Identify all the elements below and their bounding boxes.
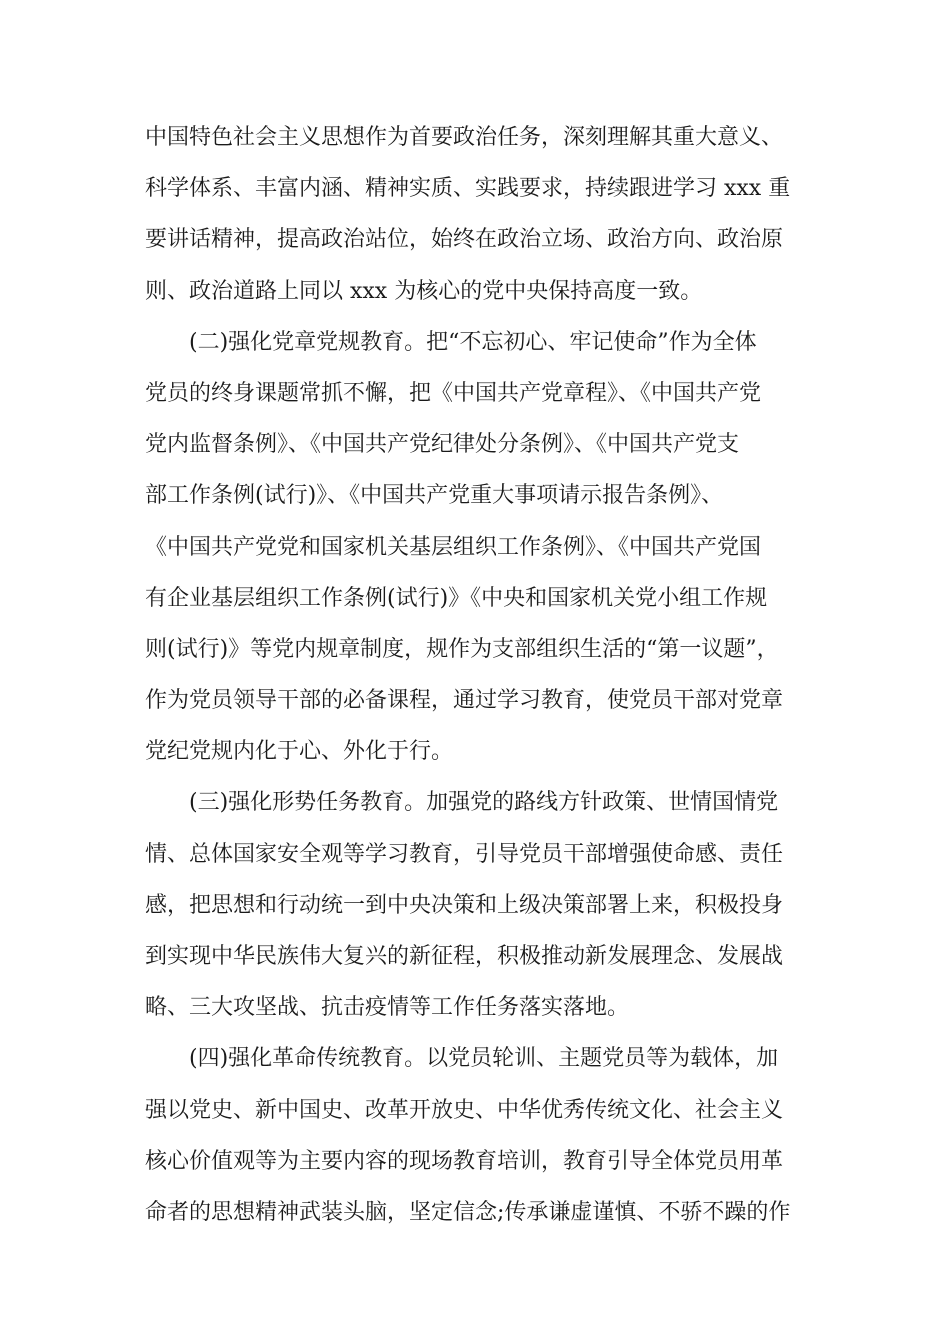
paragraph-heading-line: (二)强化党章党规教育。把“不忘初心、牢记使命”作为全体 xyxy=(189,329,757,355)
text-line: 到实现中华民族伟大复兴的新征程，积极推动新发展理念、发展战 xyxy=(145,944,784,969)
text-line: 核心价值观等为主要内容的现场教育培训，教育引导全体党员用革 xyxy=(145,1148,784,1174)
text-line: 党员的终身课题常抓不懈，把《中国共产党章程》、《中国共产党 xyxy=(145,380,762,406)
text-line: 命者的思想精神武装头脑，坚定信念;传承谦虚谨慎、不骄不躁的作 xyxy=(145,1199,791,1225)
text-line: 作为党员领导干部的必备课程，通过学习教育，使党员干部对党章 xyxy=(145,688,784,714)
paragraph-heading-line: (四)强化革命传统教育。以党员轮训、主题党员等为载体，加 xyxy=(189,1046,779,1072)
paragraph-heading-line: (三)强化形势任务教育。加强党的路线方针政策、世情国情党 xyxy=(189,790,779,816)
text-line: 《中国共产党党和国家机关基层组织工作条例》、《中国共产党国 xyxy=(145,534,762,560)
text-line: 部工作条例(试行)》、《中国共产党重大事项请示报告条例》、 xyxy=(145,483,724,509)
text-line: 情、总体国家安全观等学习教育，引导党员干部增强使命感、责任 xyxy=(145,841,784,867)
text-line: 科学体系、丰富内涵、精神实质、实践要求，持续跟进学习 xxx 重 xyxy=(145,176,791,202)
text-line: 有企业基层组织工作条例(试行)》《中央和国家机关党小组工作规 xyxy=(145,585,768,611)
text-line: 党纪党规内化于心、外化于行。 xyxy=(145,739,454,765)
text-line: 要讲话精神，提高政治站位，始终在政治立场、政治方向、政治原 xyxy=(145,227,784,253)
text-line: 党内监督条例》、《中国共产党纪律处分条例》、《中国共产党支 xyxy=(145,432,740,458)
document-body xyxy=(145,112,825,1238)
text-line: 感，把思想和行动统一到中央决策和上级决策部署上来，积极投身 xyxy=(145,892,784,918)
text-line: 则、政治道路上同以 xxx 为核心的党中央保持高度一致。 xyxy=(145,278,703,304)
text-line: 略、三大攻坚战、抗击疫情等工作任务落实落地。 xyxy=(145,995,630,1021)
text-line: 中国特色社会主义思想作为首要政治任务，深刻理解其重大意义、 xyxy=(145,125,784,150)
text-line: 强以党史、新中国史、改革开放史、中华优秀传统文化、社会主义 xyxy=(145,1097,784,1123)
text-line: 则(试行)》等党内规章制度，规作为支部组织生活的“第一议题”， xyxy=(145,636,779,662)
